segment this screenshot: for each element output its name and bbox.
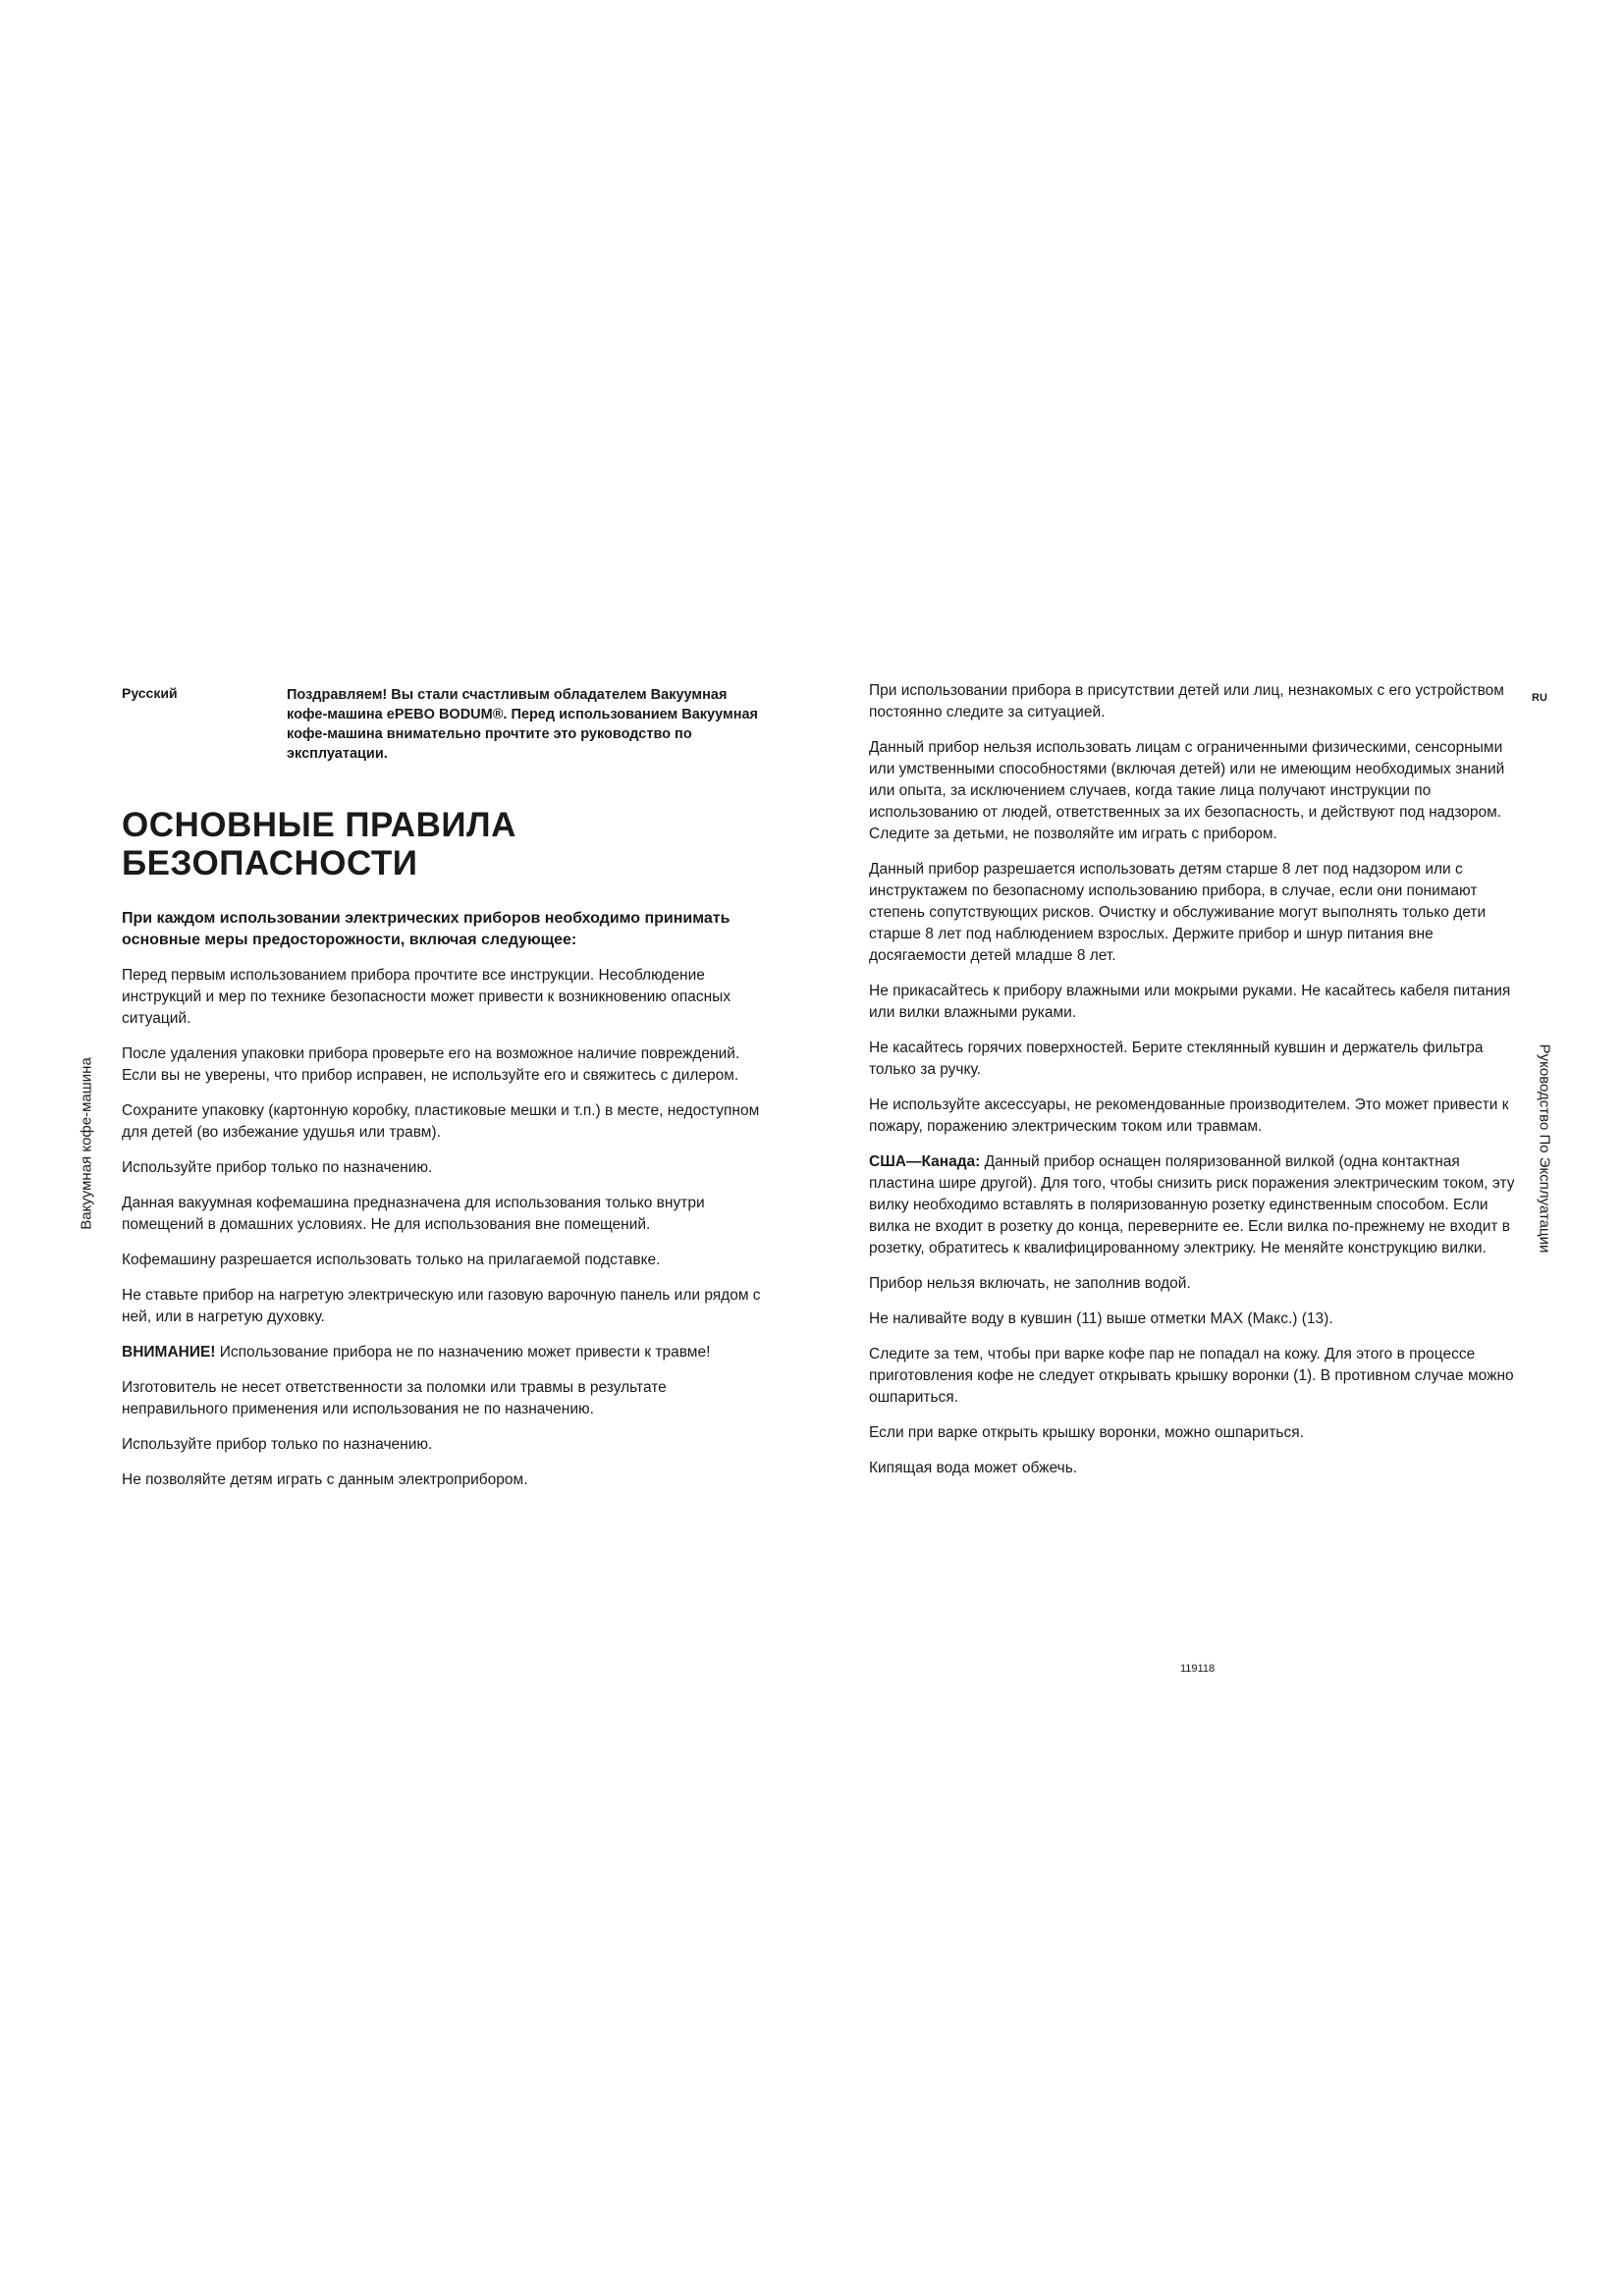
paragraph: Если при варке открыть крышку воронки, можно ошпариться.	[869, 1424, 1304, 1441]
paragraph: Перед первым использованием прибора прочтите все инструкции. Несоблюдение инструкций и мер по технике безопасности может привести к возникновению опасных ситуаций.	[122, 966, 731, 1027]
paragraph: Не используйте аксессуары, не рекомендованные производителем. Это может привести к пожару, поражению электрическим током или травмам.	[869, 1096, 1509, 1135]
paragraph: Используйте прибор только по назначению.	[122, 1158, 433, 1176]
lead-paragraph: При каждом использовании электрических приборов необходимо принимать основные меры предосторожности, включая следующее:	[122, 910, 731, 948]
page-title: ОСНОВНЫЕ ПРАВИЛА БЕЗОПАСНОСТИ	[122, 806, 516, 882]
warning-paragraph	[122, 1342, 770, 1363]
paragraph: Данная вакуумная кофемашина предназначена для использования только внутри помещений в домашних условиях. Не для использования вне помещений.	[122, 1194, 705, 1233]
warning-text: Использование прибора не по назначению может привести к травме!	[215, 1343, 711, 1361]
warning-label: ВНИМАНИЕ!	[122, 1343, 216, 1361]
intro-text: Поздравляем! Вы стали счастливым обладателем Вакуумная кофе-машина ePEBO BODUM®. Перед использованием Вакуумная кофе-машина внимательно прочтите это руководство по эксплуатации.	[287, 687, 758, 762]
usa-canada-paragraph	[869, 1151, 1517, 1259]
paragraph: Не ставьте прибор на нагретую электрическую или газовую варочную панель или рядом с ней, или в нагретую духовку.	[122, 1286, 761, 1325]
paragraph: При использовании прибора в присутствии детей или лиц, незнакомых с его устройством постоянно следите за ситуацией.	[869, 682, 1504, 721]
paragraph: Используйте прибор только по назначению.	[122, 1435, 433, 1453]
paragraph: Данный прибор разрешается использовать детям старше 8 лет под надзором или с инструктажем по безопасному использованию прибора, в случае, если они понимают степень сопутствующих рисков. Очистку и обслуживание могут выполнять только дети старше 8 лет под наблюдением взрослых. Держите прибор и шнур питания вне досягаемости детей младше 8 лет.	[869, 861, 1487, 964]
paragraph: Изготовитель не несет ответственности за поломки или травмы в результате неправильного применения или использования не по назначению.	[122, 1378, 667, 1417]
paragraph: Кипящая вода может обжечь.	[869, 1460, 1078, 1476]
paragraph: Следите за тем, чтобы при варке кофе пар не попадал на кожу. Для этого в процессе приготовления кофе не следует открывать крышку воронки (1). В противном случае можно ошпариться.	[869, 1346, 1514, 1406]
sidebar-right-label: Руководство По Эксплуатации	[1536, 1043, 1553, 1254]
paragraph: Не наливайте воду в кувшин (11) выше отметки MAX (Макс.) (13).	[869, 1310, 1333, 1327]
paragraph: Не позволяйте детям играть с данным электроприбором.	[122, 1470, 528, 1488]
ru-language-tag: RU	[1532, 692, 1547, 704]
paragraph: Прибор нельзя включать, не заполнив водой.	[869, 1275, 1191, 1292]
usa-canada-label: США—Канада:	[869, 1153, 981, 1170]
document-code: 119118	[1180, 1663, 1216, 1675]
usa-canada-text: Данный прибор оснащен поляризованной вилкой (одна контактная пластина шире другой). Для того, чтобы снизить риск поражения электрическим током, эту вилку необходимо вставлять в поляризованную розетку единственным способом. Если вилка не входит в розетку до конца, переверните ее. Если вилка по-прежнему не входит в розетку, обратитесь к квалифицированному электрику. Не меняйте конструкцию вилки.	[869, 1153, 1515, 1256]
right-column	[869, 680, 1517, 1493]
language-label: Русский	[122, 685, 178, 701]
paragraph: Не прикасайтесь к прибору влажными или мокрыми руками. Не касайтесь кабеля питания или вилки влажными руками.	[869, 983, 1511, 1021]
paragraph: Данный прибор нельзя использовать лицам с ограниченными физическими, сенсорными или умственными способностями (включая детей) или не имеющим необходимых знаний или опыта, за исключением случаев, когда такие лица получают инструкции по использованию от людей, ответственных за их безопасность, и действуют под надзором. Следите за детьми, не позволяйте им играть с прибором.	[869, 739, 1505, 842]
left-column	[122, 908, 770, 1505]
paragraph: Кофемашину разрешается использовать только на прилагаемой подставке.	[122, 1251, 661, 1268]
paragraph: После удаления упаковки прибора проверьте его на возможное наличие повреждений. Если вы не уверены, что прибор исправен, не используйте его и свяжитесь с дилером.	[122, 1044, 740, 1084]
sidebar-left-label: Вакуумная кофе-машина	[78, 1057, 95, 1230]
paragraph: Не касайтесь горячих поверхностей. Берите стеклянный кувшин и держатель фильтра только за ручку.	[869, 1040, 1484, 1078]
paragraph: Сохраните упаковку (картонную коробку, пластиковые мешки и т.п.) в месте, недоступном для детей (во избежание удушья или травм).	[122, 1101, 760, 1141]
